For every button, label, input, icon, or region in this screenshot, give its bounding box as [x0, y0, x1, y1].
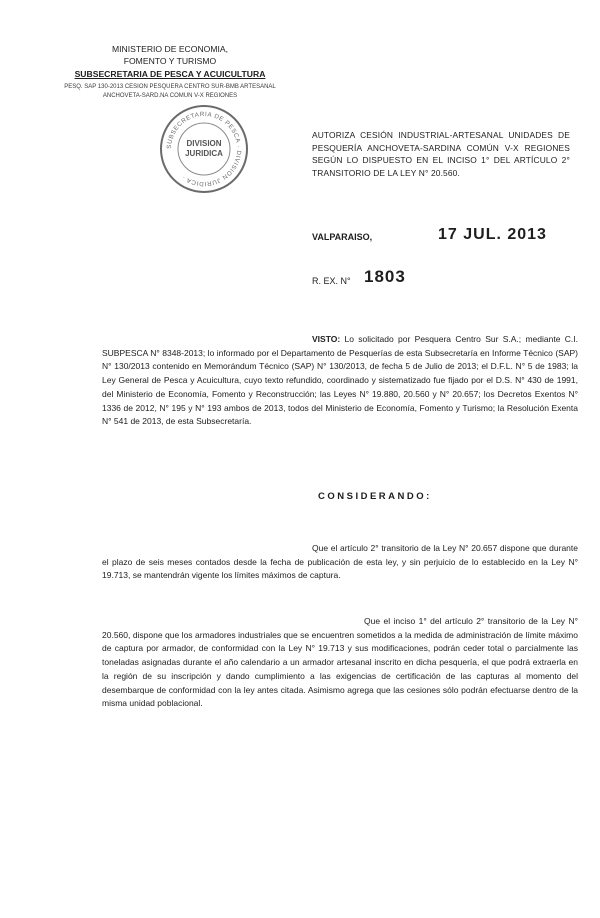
visto-text: Lo solicitado por Pesquera Centro Sur S.A.; mediante C.I. SUBPESCA N° 8348-2013; lo informado por el Departamento de Pesquerías de esta Subsecretaría en Informe Técnico (SAP) N° 130/2013 contenido en Memorándum Técnico (SAP) N° 130/2013, de fecha 5 de Julio de 2013; el D.F.L. N° 5 de 1983; la Ley General de Pesca y Acuicultura, cuyo texto refundido, coordinado y sistematizado fue fijado por el D.S. N° 430 de 1991, del Ministerio de Economía, Fomento y Reconstrucción; las Leyes N° 19.880, 20.560 y N° 20.657; los Decretos Exentos N° 1336 de 2012, N° 195 y N° 193 ambos de 2013, todos del Ministerio de Economía, Fomento y Turismo; la Resolución Exenta N° 541 de 2013, de esta Subsecretaría.	[102, 334, 578, 427]
stamp-line1: DIVISION	[186, 139, 222, 148]
resolution-title: AUTORIZA CESIÓN INDUSTRIAL-ARTESANAL UNIDADES DE PESQUERÍA ANCHOVETA-SARDINA COMÚN V-X REGIONES SEGÚN LO DISPUESTO EN EL INCISO 1° DEL ARTÍCULO 2° TRANSITORIO DE LA LEY N° 20.560.	[312, 130, 570, 178]
ministry-name-line1: MINISTERIO DE ECONOMIA,	[111, 44, 229, 54]
reference-line2: ANCHOVETA-SARD.NA COMUN V-X REGIONES	[102, 93, 238, 99]
considerando-heading: CONSIDERANDO:	[318, 491, 432, 502]
place-label: VALPARAISO,	[312, 232, 373, 242]
subsecretaria-name: SUBSECRETARIA DE PESCA Y ACUICULTURA	[74, 69, 266, 79]
visto-label: VISTO:	[312, 334, 341, 344]
stamp-line2: JURIDICA	[185, 149, 223, 158]
considerando-paragraph-2: Que el inciso 1° del artículo 2° transitorio de la Ley N° 20.560, dispone que los armadores industriales que se encuentren sometidos a la medida de administración de límite máximo de captura por armador, de conformidad con la Ley N° 19.713 y sus modificaciones, podrán ceder total o parcialmente las toneladas asignadas durante el año calendario a un armador artesanal inscrito en dicha pesquería, el que podrá extraerla en la región de su inscripción y dando cumplimiento a las exigencias de certificación de las capturas al momento del desembarque de conformidad con la ley antes citada. Asimismo agrega que las cesiones sólo podrán efectuarse dentro de la misma unidad poblacional.	[102, 616, 578, 709]
division-juridica-stamp	[160, 105, 248, 193]
stamp-ring-text: SUBSECRETARIA DE PESCA · DIVISION JURIDICA ·	[165, 110, 243, 188]
rex-label: R. EX. N°	[312, 276, 351, 286]
considerando-paragraph-1: Que el artículo 2° transitorio de la Ley N° 20.657 dispone que durante el plazo de seis meses contados desde la fecha de publicación de esta ley, y sin perjuicio de lo establecido en la Ley N° 19.713, se mantendrán vigente los límites máximos de captura.	[102, 543, 578, 581]
reference-line1: PESQ. SAP 130-2013 CESION PESQUERA CENTRO SUR-BMB ARTESANAL	[64, 84, 276, 90]
visto-paragraph	[102, 333, 578, 429]
stamp-center	[180, 139, 228, 159]
ministry-name-line2: FOMENTO Y TURISMO	[123, 56, 217, 66]
date-stamp: 17 JUL. 2013	[438, 226, 547, 243]
rex-number: 1803	[364, 267, 406, 286]
